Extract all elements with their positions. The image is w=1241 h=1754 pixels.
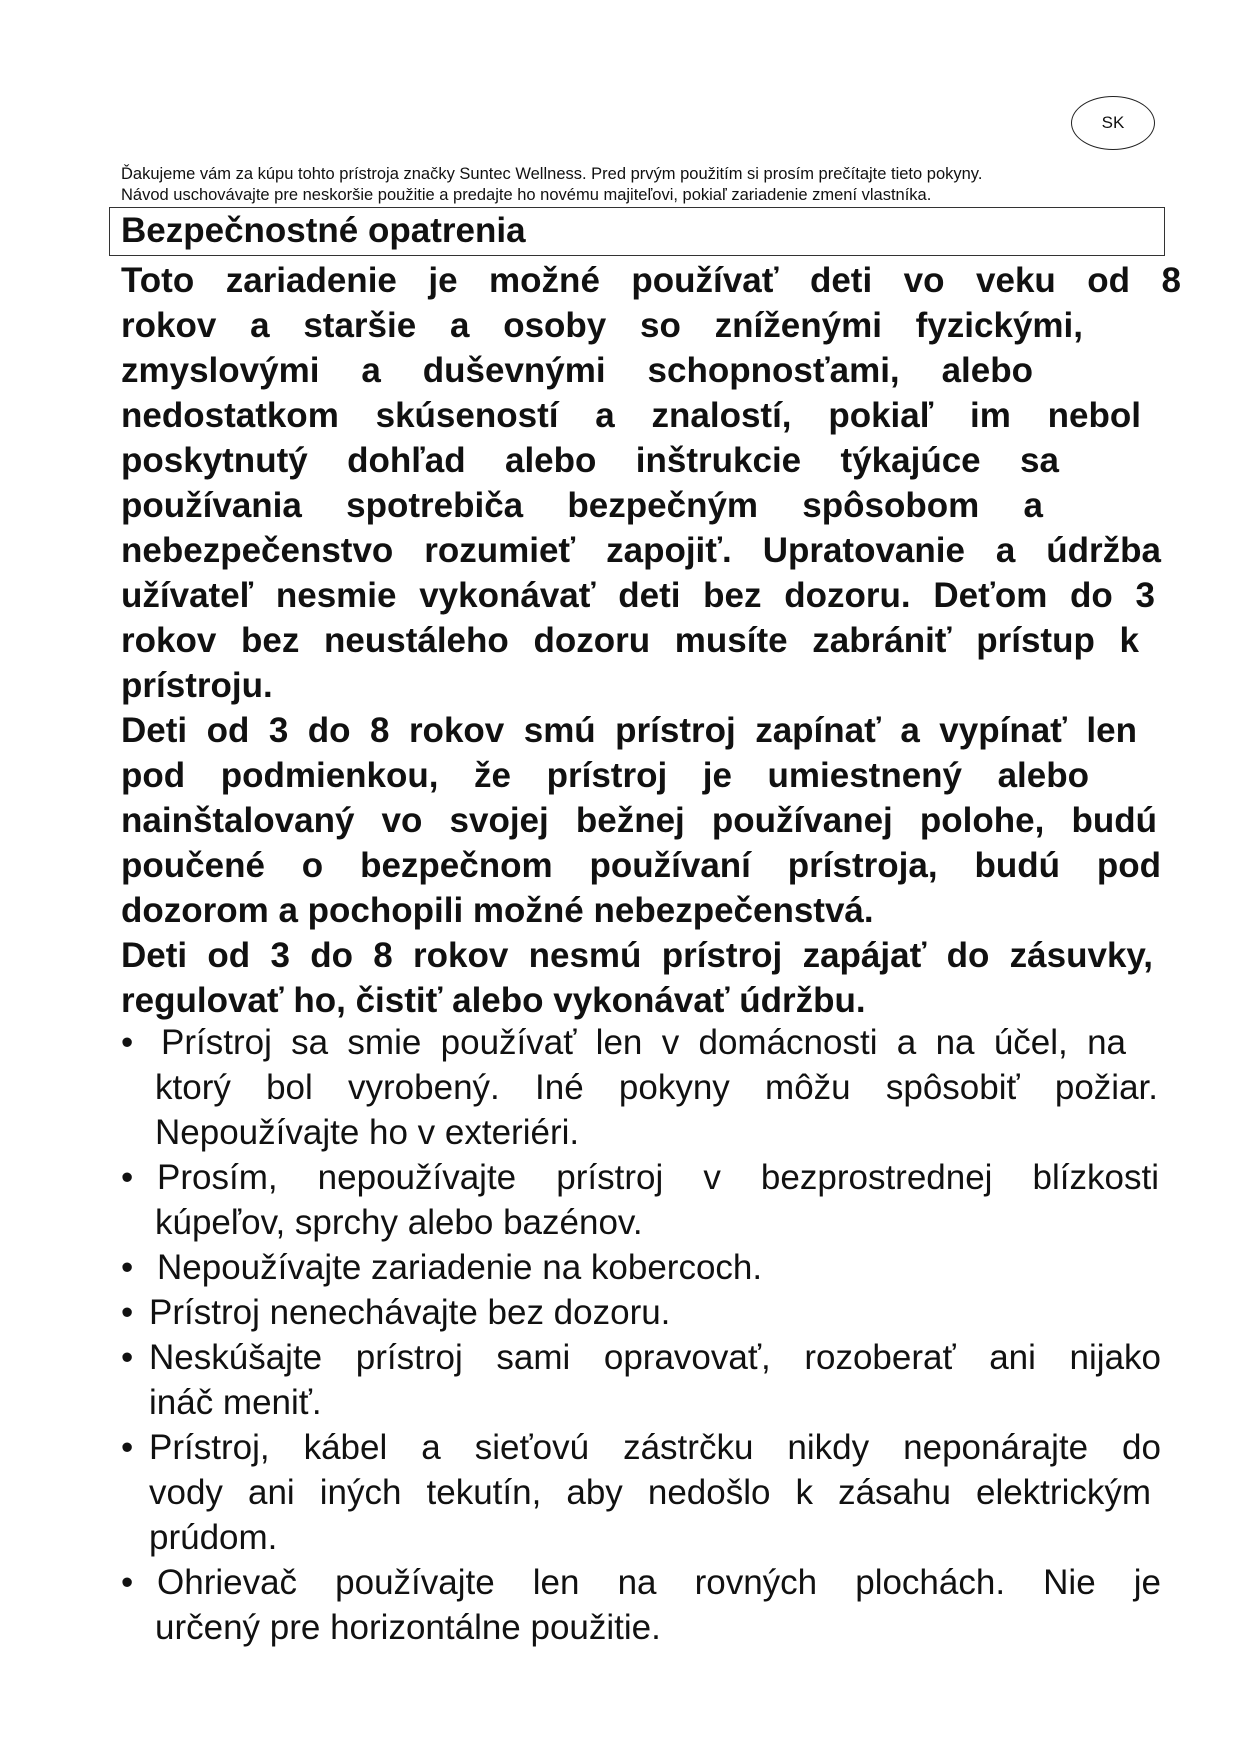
warning-line: Deti od 3 do 8 rokov nesmú prístroj zapájať do zásuvky, <box>121 936 1153 975</box>
warning-line: rokov bez neustáleho dozoru musíte zabrániť prístup k <box>121 621 1139 660</box>
warning-line: nebezpečenstvo rozumieť zapojiť. Upratovanie a údržba <box>121 531 1161 570</box>
warning-line: pod podmienkou, že prístroj je umiestnený alebo <box>121 756 1089 795</box>
bullet-icon: • <box>121 1293 134 1332</box>
language-badge <box>1071 96 1155 150</box>
list-item-line: Prístroj nenechávajte bez dozoru. <box>149 1293 671 1332</box>
bullet-icon: • <box>121 1158 134 1197</box>
warning-line: užívateľ nesmie vykonávať deti bez dozoru. Deťom do 3 <box>121 576 1155 615</box>
list-item-line: ináč meniť. <box>149 1383 322 1422</box>
intro-line: Ďakujeme vám za kúpu tohto prístroja značky Suntec Wellness. Pred prvým použitím si prosím prečítajte tieto pokyny. <box>121 165 983 183</box>
warning-line: dozorom a pochopili možné nebezpečenstvá. <box>121 891 874 930</box>
warning-line: rokov a staršie a osoby so zníženými fyzickými, <box>121 306 1083 345</box>
warning-line: zmyslovými a duševnými schopnosťami, alebo <box>121 351 1033 390</box>
bullet-icon: • <box>121 1563 134 1602</box>
list-item-line: kúpeľov, sprchy alebo bazénov. <box>155 1203 643 1242</box>
list-item-line: Neskúšajte prístroj sami opravovať, rozoberať ani nijako <box>149 1338 1161 1377</box>
warning-line: nedostatkom skúseností a znalostí, pokiaľ im nebol <box>121 396 1141 435</box>
list-item-line: Nepoužívajte ho v exteriéri. <box>155 1113 580 1152</box>
list-item-line: Ohrievač používajte len na rovných plochách. Nie je <box>157 1563 1161 1602</box>
list-item <box>121 1335 1161 1425</box>
list-item-line: Prístroj, kábel a sieťovú zástrčku nikdy neponárajte do <box>149 1428 1161 1467</box>
warning-line: používania spotrebiča bezpečným spôsobom a <box>121 486 1043 525</box>
bullet-icon: • <box>121 1248 134 1287</box>
section-title: Bezpečnostné opatrenia <box>121 211 526 250</box>
warning-line: Deti od 3 do 8 rokov smú prístroj zapínať a vypínať len <box>121 711 1137 750</box>
warning-line: poučené o bezpečnom používaní prístroja, budú pod <box>121 846 1161 885</box>
list-item <box>121 1425 1161 1560</box>
list-item-line: prúdom. <box>149 1518 278 1557</box>
warning-line: regulovať ho, čistiť alebo vykonávať údržbu. <box>121 981 866 1020</box>
warning-line: poskytnutý dohľad alebo inštrukcie týkajúce sa <box>121 441 1059 480</box>
list-item <box>121 1155 1161 1245</box>
warning-line: nainštalovaný vo svojej bežnej používanej polohe, budú <box>121 801 1157 840</box>
list-item <box>121 1560 1161 1650</box>
list-item-line: Prosím, nepoužívajte prístroj v bezprostrednej blízkosti <box>157 1158 1159 1197</box>
list-item <box>121 1245 1161 1290</box>
warning-line: prístroju. <box>121 666 273 705</box>
bullet-icon: • <box>121 1023 134 1062</box>
intro-line: Návod uschovávajte pre neskoršie použitie a predajte ho novému majiteľovi, pokiaľ zariadenie zmení vlastníka. <box>121 186 932 204</box>
safety-warning-paragraph <box>121 258 1181 1023</box>
list-item-line: Nepoužívajte zariadenie na kobercoch. <box>157 1248 763 1287</box>
safety-bullet-list <box>121 1020 1161 1650</box>
list-item-line: určený pre horizontálne použitie. <box>155 1608 661 1647</box>
list-item-line: vody ani iných tekutín, aby nedošlo k zásahu elektrickým <box>149 1473 1151 1512</box>
warning-line: Toto zariadenie je možné používať deti vo veku od 8 <box>121 261 1181 300</box>
language-code: SK <box>1101 113 1125 132</box>
list-item <box>121 1290 1161 1335</box>
list-item <box>121 1020 1161 1155</box>
bullet-icon: • <box>121 1428 134 1467</box>
bullet-icon: • <box>121 1338 134 1377</box>
list-item-line: ktorý bol vyrobený. Iné pokyny môžu spôsobiť požiar. <box>155 1068 1158 1107</box>
list-item-line: Prístroj sa smie používať len v domácnosti a na účel, na <box>161 1023 1126 1062</box>
intro-text <box>121 164 1181 206</box>
